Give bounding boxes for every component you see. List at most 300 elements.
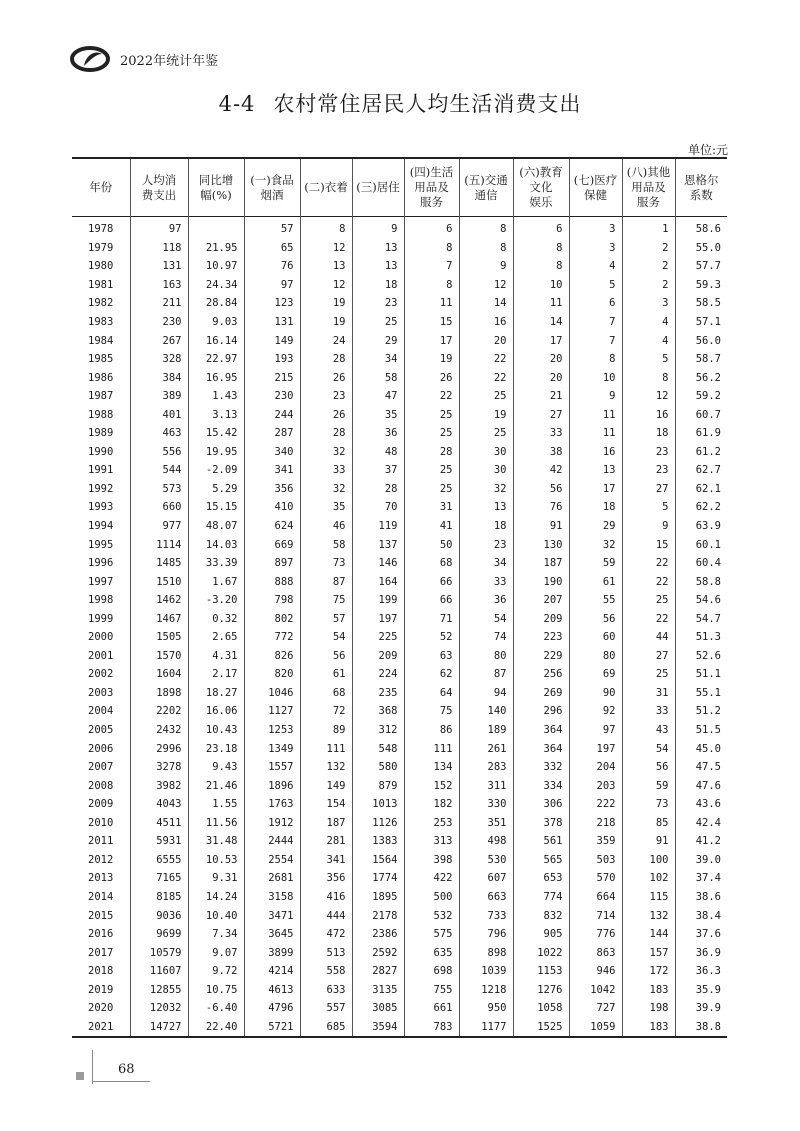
value-cell: 783 [404,1018,459,1038]
value-cell: 115 [622,888,675,907]
value-cell: 653 [513,869,569,888]
value-cell: 47.5 [675,758,727,777]
value-cell: 820 [244,665,300,684]
value-cell: 14 [513,313,569,332]
value-cell: 80 [459,647,513,666]
value-cell: 3982 [130,776,188,795]
value-cell: 5.29 [188,480,244,499]
value-cell: 55.1 [675,684,727,703]
value-cell: 56 [569,609,622,628]
value-cell: 72 [300,702,352,721]
table-row [72,647,727,666]
value-cell: 4 [569,257,622,276]
value-cell: 164 [352,572,404,591]
value-cell: 41 [404,517,459,536]
value-cell: 25 [622,591,675,610]
column-header-line: 幅(%) [200,187,232,202]
year-cell: 1999 [88,612,114,625]
value-cell: 44 [622,628,675,647]
value-cell: 66 [404,591,459,610]
value-cell: 422 [404,869,459,888]
value-cell: 3 [622,294,675,313]
value-cell: 340 [244,443,300,462]
value-cell: 1059 [569,1018,622,1038]
value-cell: 1218 [459,980,513,999]
value-cell: 10.40 [188,906,244,925]
value-cell: 4796 [244,999,300,1018]
value-cell: 1.55 [188,795,244,814]
value-cell: 223 [513,628,569,647]
table-row [72,217,727,239]
value-cell: 63 [404,647,459,666]
value-cell: 261 [459,739,513,758]
value-cell: 1153 [513,962,569,981]
value-cell: 15.15 [188,498,244,517]
table-row [72,350,727,369]
year-cell: 1983 [88,316,114,328]
value-cell: 69 [569,665,622,684]
value-cell: 183 [622,980,675,999]
value-cell: 52 [404,628,459,647]
value-cell: 898 [459,943,513,962]
column-header-line: 同比增 [198,172,234,187]
value-cell: 950 [459,999,513,1018]
value-cell: 22 [459,350,513,369]
value-cell: 269 [513,684,569,703]
value-cell: 368 [352,702,404,721]
value-cell: 20 [513,350,569,369]
column-header [675,158,727,217]
year-cell: 1987 [88,390,114,403]
value-cell: 56 [513,480,569,499]
value-cell: 727 [569,999,622,1018]
value-cell: 25 [404,424,459,443]
value-cell: 92 [569,702,622,721]
column-header [513,158,569,217]
value-cell: 51.2 [675,702,727,721]
value-cell: 416 [300,888,352,907]
value-cell: 826 [244,647,300,666]
value-cell: 3594 [352,1018,404,1038]
value-cell: 131 [130,257,188,276]
value-cell: 33 [513,424,569,443]
value-cell: 341 [244,461,300,480]
value-cell: 70 [352,498,404,517]
value-cell: 575 [404,925,459,944]
value-cell: 498 [459,832,513,851]
value-cell: 1467 [130,609,188,628]
value-cell: 38 [513,443,569,462]
value-cell: 1042 [569,980,622,999]
value-cell: 1505 [130,628,188,647]
value-cell: 23 [622,461,675,480]
value-cell: 51.1 [675,665,727,684]
value-cell: 25 [352,313,404,332]
value-cell: 776 [569,925,622,944]
value-cell: 29 [352,331,404,350]
table-row [72,925,727,944]
value-cell: 3135 [352,980,404,999]
value-cell: 557 [300,999,352,1018]
value-cell: -2.09 [188,461,244,480]
value-cell: 27 [513,405,569,424]
value-cell: 472 [300,925,352,944]
year-cell: 1998 [88,594,114,607]
value-cell: 193 [244,350,300,369]
year-cell: 1980 [88,260,114,273]
value-cell: 235 [352,684,404,703]
value-cell: 18 [622,424,675,443]
value-cell: 4.31 [188,647,244,666]
value-cell: 4613 [244,980,300,999]
table-header-row [72,158,727,217]
value-cell: 334 [513,776,569,795]
value-cell: 73 [622,795,675,814]
value-cell: 10.53 [188,851,244,870]
value-cell: 21 [513,387,569,406]
value-cell: 47.6 [675,776,727,795]
value-cell: 35.9 [675,980,727,999]
value-cell: 267 [130,331,188,350]
value-cell: 58.7 [675,350,727,369]
value-cell: 9036 [130,906,188,925]
table-row [72,276,727,295]
table-number: 4-4 [218,92,256,116]
value-cell: 100 [622,851,675,870]
value-cell: 8 [459,239,513,258]
value-cell: 389 [130,387,188,406]
value-cell: 1525 [513,1018,569,1038]
table-row [72,832,727,851]
value-cell: 59.3 [675,276,727,295]
value-cell: 41.2 [675,832,727,851]
year-cell: 1978 [88,223,114,236]
value-cell: 9.03 [188,313,244,332]
value-cell: 635 [404,943,459,962]
value-cell: 733 [459,906,513,925]
value-cell: 2996 [130,739,188,758]
value-cell: 26 [300,368,352,387]
value-cell: 1564 [352,851,404,870]
value-cell: 1604 [130,665,188,684]
value-cell: 1276 [513,980,569,999]
value-cell: 3.13 [188,405,244,424]
table-body [72,217,727,1038]
value-cell: 132 [622,906,675,925]
value-cell: 28 [404,443,459,462]
value-cell: 13 [352,239,404,258]
table-row [72,888,727,907]
value-cell: 8185 [130,888,188,907]
value-cell: 28.84 [188,294,244,313]
table-row [72,739,727,758]
value-cell: 1058 [513,999,569,1018]
value-cell: 36.9 [675,943,727,962]
year-cell: 1989 [88,427,114,440]
value-cell: 61.9 [675,424,727,443]
column-header-line: (二)衣着 [304,180,348,194]
value-cell: 798 [244,591,300,610]
value-cell: 3278 [130,758,188,777]
value-cell: 3471 [244,906,300,925]
value-cell: 48.07 [188,517,244,536]
value-cell: 6555 [130,851,188,870]
value-cell: 1.43 [188,387,244,406]
value-cell: 570 [569,869,622,888]
table-title: 农村常住居民人均生活消费支出 [273,92,582,116]
table-row [72,980,727,999]
value-cell: 54.7 [675,609,727,628]
value-cell: 26 [300,405,352,424]
value-cell: 209 [513,609,569,628]
table-row [72,684,727,703]
value-cell: 61 [569,572,622,591]
value-cell: 8 [569,350,622,369]
value-cell: 46 [300,517,352,536]
value-cell: 12 [459,276,513,295]
value-cell: 19 [300,294,352,313]
year-cell: 2014 [88,890,114,903]
column-header-line: (五)交通 [464,172,508,187]
column-header-line: 服务 [637,195,660,209]
table-row [72,480,727,499]
table-row [72,776,727,795]
value-cell: 26 [404,368,459,387]
value-cell: 134 [404,758,459,777]
value-cell: 1.67 [188,572,244,591]
column-header-line: 文化 [529,180,553,194]
value-cell: 11 [569,424,622,443]
value-cell: 68 [300,684,352,703]
value-cell: 10.75 [188,980,244,999]
value-cell: 111 [300,739,352,758]
table-row [72,443,727,462]
value-cell: 660 [130,498,188,517]
value-cell: 10.43 [188,721,244,740]
value-cell: 91 [622,832,675,851]
value-cell: 59.2 [675,387,727,406]
value-cell: 76 [244,257,300,276]
value-cell: 20 [513,368,569,387]
value-cell: 1039 [459,962,513,981]
value-cell: 888 [244,572,300,591]
value-cell: 86 [404,721,459,740]
value-cell: 633 [300,980,352,999]
value-cell: 905 [513,925,569,944]
value-cell: 16.14 [188,331,244,350]
value-cell: 56.2 [675,368,727,387]
value-cell: 51.3 [675,628,727,647]
value-cell: 94 [459,684,513,703]
value-cell: 1349 [244,739,300,758]
value-cell: 2681 [244,869,300,888]
value-cell: 22 [404,387,459,406]
value-cell: 12 [622,387,675,406]
value-cell: 500 [404,888,459,907]
value-cell: 9 [569,387,622,406]
value-cell: 64 [404,684,459,703]
value-cell: 384 [130,368,188,387]
year-cell: 2001 [88,649,114,662]
value-cell: 10 [513,276,569,295]
value-cell: 561 [513,832,569,851]
value-cell: 59 [622,776,675,795]
value-cell: 558 [300,962,352,981]
column-header-line: 用品及 [414,180,449,194]
value-cell: 215 [244,368,300,387]
value-cell: 9.72 [188,962,244,981]
value-cell: 359 [569,832,622,851]
value-cell: 9.07 [188,943,244,962]
yearbook-logo-icon [70,46,110,72]
value-cell: 3899 [244,943,300,962]
value-cell: 2 [622,239,675,258]
value-cell: 39.0 [675,851,727,870]
value-cell: 1462 [130,591,188,610]
column-header-line: 烟酒 [260,187,284,202]
value-cell: 8 [459,217,513,239]
value-cell: 281 [300,832,352,851]
value-cell: 97 [130,217,188,239]
value-cell: 73 [300,554,352,573]
value-cell: 306 [513,795,569,814]
value-cell: 209 [352,647,404,666]
value-cell: 256 [513,665,569,684]
value-cell: 311 [459,776,513,795]
value-cell: 58.8 [675,572,727,591]
value-cell: 22 [622,609,675,628]
value-cell: 5 [622,498,675,517]
value-cell: 0.32 [188,609,244,628]
column-header-line: 人均消 [141,172,177,187]
page-title [0,88,800,118]
value-cell: 774 [513,888,569,907]
value-cell: 42.4 [675,814,727,833]
value-cell: 565 [513,851,569,870]
value-cell: 62.1 [675,480,727,499]
year-cell: 1985 [88,353,114,366]
value-cell: 2202 [130,702,188,721]
value-cell: 61.2 [675,443,727,462]
page-header [70,44,218,74]
value-cell: 149 [244,331,300,350]
value-cell: 19 [404,350,459,369]
value-cell: 879 [352,776,404,795]
year-cell: 2019 [88,983,114,996]
table-row [72,461,727,480]
value-cell: 45.0 [675,739,727,758]
value-cell: 89 [300,721,352,740]
value-cell: 23 [622,443,675,462]
value-cell: 163 [130,276,188,295]
column-header [130,158,188,217]
value-cell: 102 [622,869,675,888]
value-cell: 54.6 [675,591,727,610]
value-cell: 1022 [513,943,569,962]
table-row [72,851,727,870]
value-cell: 12 [300,239,352,258]
value-cell: 182 [404,795,459,814]
table-row [72,702,727,721]
value-cell: 32 [300,443,352,462]
value-cell: 42 [513,461,569,480]
value-cell: 43.6 [675,795,727,814]
value-cell: 5931 [130,832,188,851]
table-row [72,517,727,536]
value-cell: 38.6 [675,888,727,907]
value-cell: -3.20 [188,591,244,610]
value-cell: 802 [244,609,300,628]
year-cell: 2004 [88,705,114,718]
year-cell: 2016 [88,928,114,941]
value-cell: 556 [130,443,188,462]
value-cell: 11 [569,405,622,424]
column-header-line: 服务 [420,195,443,209]
value-cell: 52.6 [675,647,727,666]
value-cell: 58 [352,368,404,387]
column-header-line: (八)其他 [626,165,671,179]
table-row [72,721,727,740]
year-cell: 2010 [88,816,114,829]
table-row [72,331,727,350]
value-cell: 36 [352,424,404,443]
value-cell: 48 [352,443,404,462]
column-header-line: (三)居住 [356,180,400,194]
column-header-line: 年份 [89,180,113,194]
value-cell: 33 [622,702,675,721]
value-cell: 3085 [352,999,404,1018]
value-cell: 43 [622,721,675,740]
value-cell: 35 [352,405,404,424]
value-cell: 199 [352,591,404,610]
table-row [72,906,727,925]
value-cell: 1774 [352,869,404,888]
value-cell: 16 [569,443,622,462]
value-cell: 7 [569,313,622,332]
value-cell: 330 [459,795,513,814]
value-cell: 16.95 [188,368,244,387]
year-cell: 1993 [88,501,114,514]
table-row [72,535,727,554]
column-header [244,158,300,217]
value-cell: 230 [130,313,188,332]
table-row [72,591,727,610]
value-cell: 87 [300,572,352,591]
value-cell: 218 [569,814,622,833]
table-row [72,239,727,258]
value-cell: 341 [300,851,352,870]
value-cell: 198 [622,999,675,1018]
column-header-line: 用品及 [631,180,666,194]
value-cell: 977 [130,517,188,536]
table-row [72,1018,727,1038]
value-cell: 54 [622,739,675,758]
value-cell: 132 [300,758,352,777]
value-cell: 1177 [459,1018,513,1038]
value-cell: 22 [459,368,513,387]
year-cell: 1982 [88,297,114,310]
value-cell: 25 [459,424,513,443]
value-cell: 1383 [352,832,404,851]
value-cell: 57 [244,217,300,239]
value-cell: 332 [513,758,569,777]
value-cell: 296 [513,702,569,721]
value-cell: 22 [622,554,675,573]
value-cell: 6 [513,217,569,239]
year-cell: 2008 [88,779,114,792]
value-cell: 10 [569,368,622,387]
value-cell: 37 [352,461,404,480]
